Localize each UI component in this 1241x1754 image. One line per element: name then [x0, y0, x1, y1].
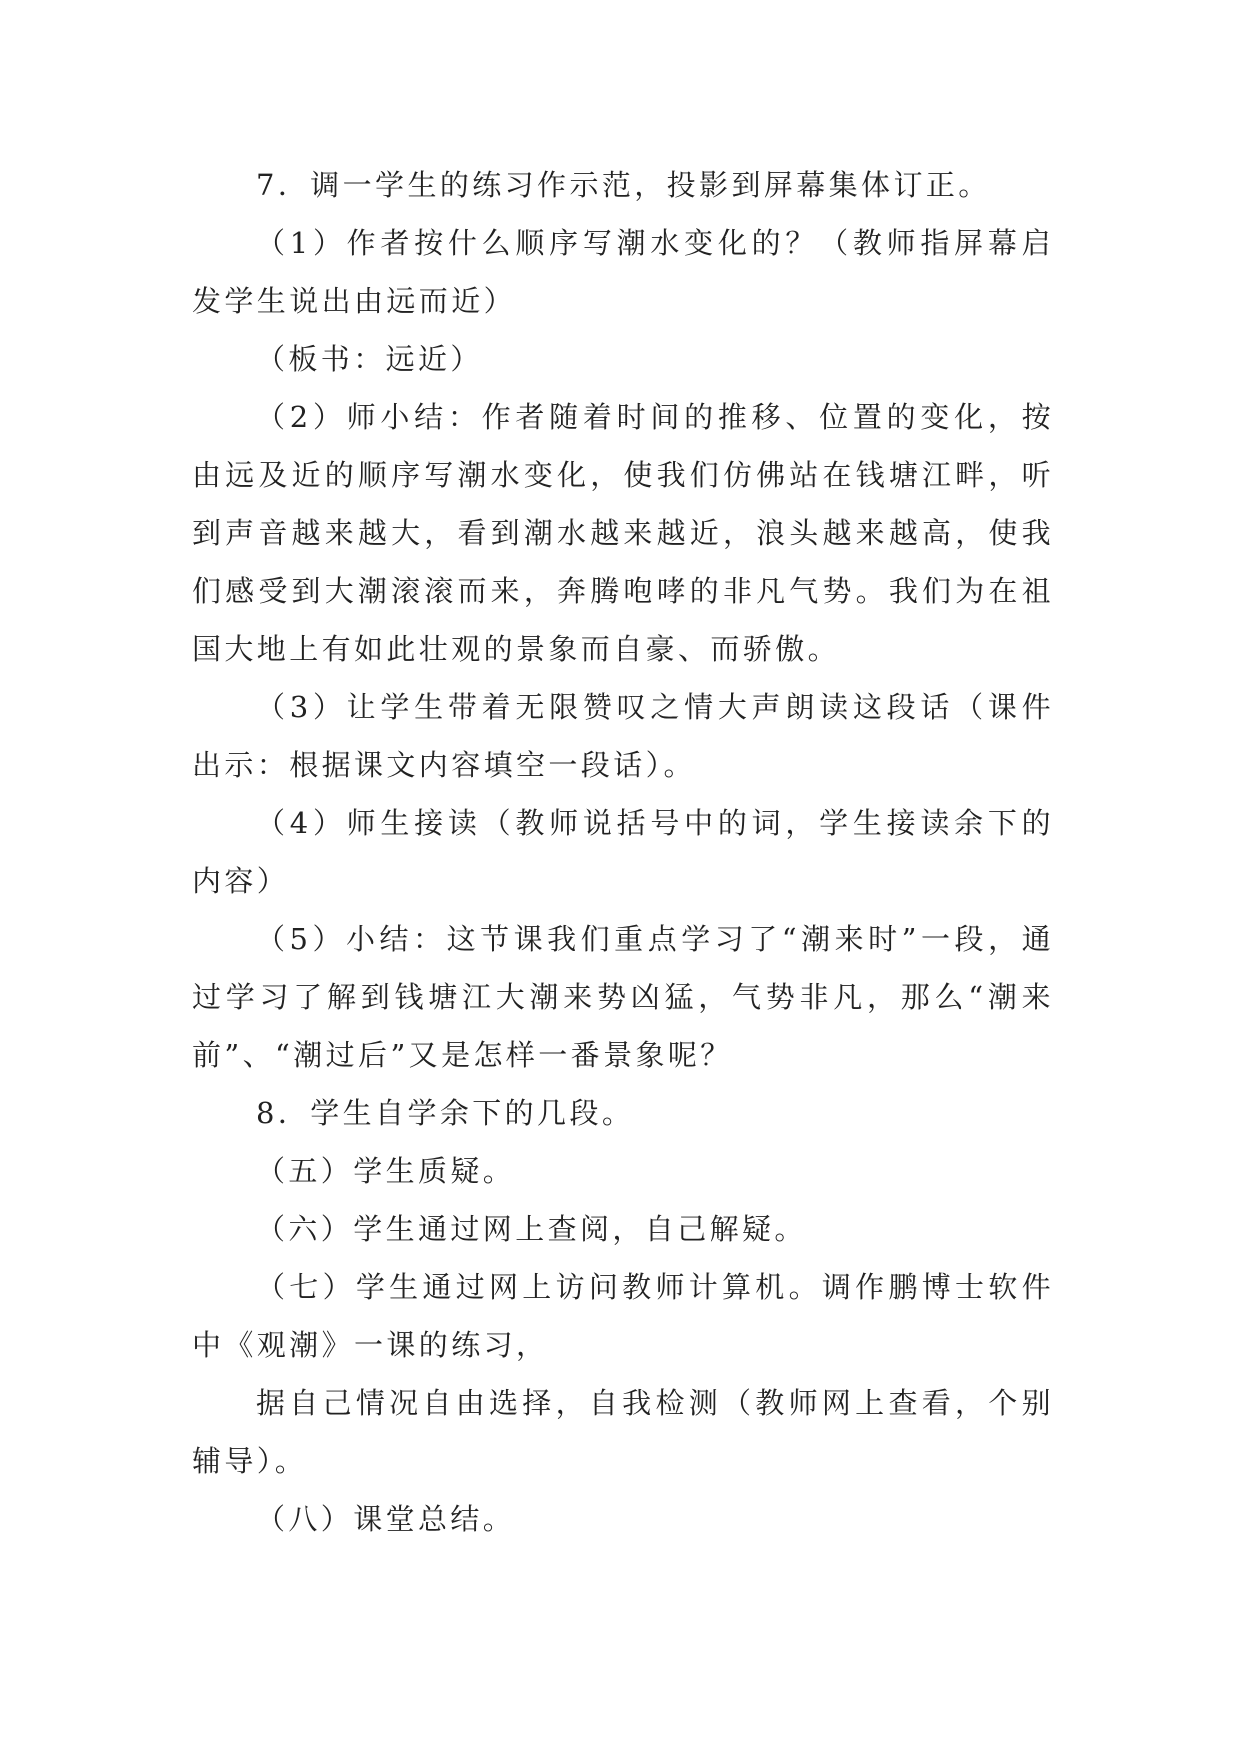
paragraph-relay-4: （4）师生接读（教师说括号中的词，学生接读余下的内容） [192, 806, 1054, 898]
document-body [192, 156, 1054, 1548]
paragraph-summary-5: （5）小结：这节课我们重点学习了“潮来时”一段，通过学习了解到钱塘江大潮来势凶猛，气势非凡，那么“潮来前”、“潮过后”又是怎样一番景象呢？ [192, 922, 1054, 1072]
paragraph-section-5: （五）学生质疑。 [256, 1154, 516, 1188]
paragraph-section-6: （六）学生通过网上查阅，自己解疑。 [256, 1212, 807, 1246]
paragraph-reading-3: （3）让学生带着无限赞叹之情大声朗读这段话（课件出示：根据课文内容填空一段话）。 [192, 690, 1054, 782]
paragraph-section-7: （七）学生通过网上访问教师计算机。调作鹏博士软件中《观潮》一课的练习， [192, 1270, 1054, 1362]
paragraph-question-1: （1）作者按什么顺序写潮水变化的？（教师指屏幕启发学生说出由远而近） [192, 226, 1054, 318]
paragraph-board-note: （板书：远近） [256, 342, 483, 376]
paragraph-step-7: 7．调一学生的练习作示范，投影到屏幕集体订正。 [256, 168, 991, 202]
paragraph-self-test: 据自己情况自由选择，自我检测（教师网上查看，个别辅导）。 [192, 1386, 1054, 1478]
paragraph-summary-2: （2）师小结：作者随着时间的推移、位置的变化，按由远及近的顺序写潮水变化，使我们仿佛站在钱塘江畔，听到声音越来越大，看到潮水越来越近，浪头越来越高，使我们感受到大潮滚滚而来，奔腾咆哮的非凡气势。我们为在祖国大地上有如此壮观的景象而自豪、而骄傲。 [192, 400, 1054, 666]
paragraph-step-8: 8．学生自学余下的几段。 [256, 1096, 635, 1130]
paragraph-section-8: （八）课堂总结。 [256, 1502, 516, 1536]
